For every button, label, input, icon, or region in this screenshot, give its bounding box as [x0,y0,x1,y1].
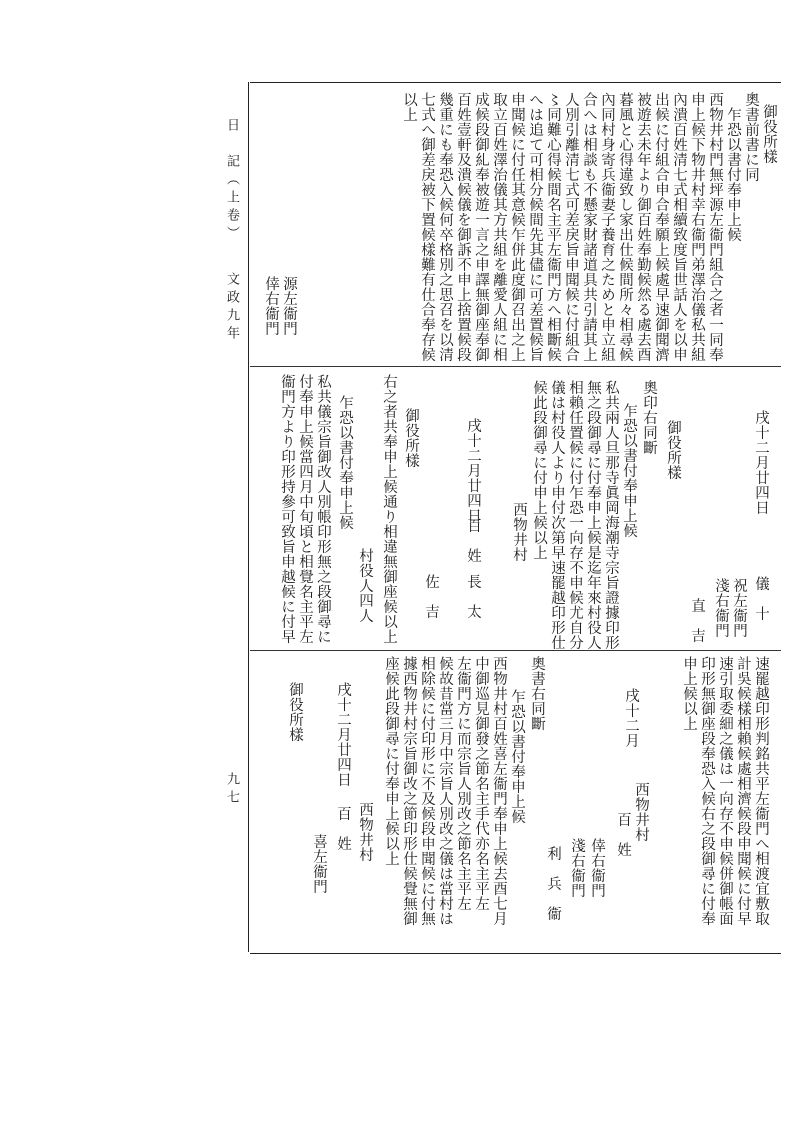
left-rule [248,82,249,952]
text-column: 乍恐以書付奉申上候 [337,380,353,530]
text-column: 奧書前書に同 [743,92,759,182]
signer-name: 淺右衞門 [713,578,729,638]
date-line: 戌十二月 [623,688,639,748]
text-column: 申上候下物井村幸右衞門弟澤治儀私共組 [689,92,705,362]
village-name: 西物井村 [357,802,373,862]
text-column: 乍恐以書付奉申上候 [725,92,741,242]
addressee: 御役所樣 [665,420,681,480]
text-column: 內同村身寄兵衞妻子養育之ためと申立組 [599,92,615,362]
section-divider-1 [250,366,781,367]
signer-name: 倖右衞門 [263,276,279,336]
text-column: 御役所樣 [761,104,777,164]
text-column: 百姓壹軒及潰候儀を御訴不申上捨置候段 [455,92,471,362]
text-column: 被遊去未年より御百姓奉勤候然る處去酉 [635,92,651,362]
running-head-title: 日 記（上卷） [224,118,239,244]
text-column: 相除候に付印形に不及候段申聞候に付無 [419,656,435,926]
signer-name: 祝左衞門 [731,578,747,638]
text-column: 乍恐以書付奉申上候 [621,388,637,538]
text-column: 付奉申上候當四月中旬頃と相覺名主平左 [297,374,313,644]
page-number: 九七 [224,772,239,808]
text-column: 西物井村百姓喜左衞門奉申上候去酉七月 [491,656,507,926]
signer-name: 直 吉 [689,598,705,643]
text-column: 衞門方より印形持參可致旨申越候に付早 [279,374,295,644]
text-column: 取立百姓澤治儀其方共組を離愛人組に相 [491,92,507,362]
signer-name: 倖右衞門 [589,838,605,898]
first-signer: 儀 十 [753,576,769,621]
section-3 [252,652,779,950]
text-column: 申上候以上 [681,656,697,731]
text-column: 私共兩人旦那寺眞岡海潮寺宗旨證據印形 [603,380,619,650]
text-column: 〻同難心得候間名主平左衞門方へ相斷候 [545,92,561,362]
text-column: へは追て可相分候間先其儘に可差置候旨 [527,92,543,362]
signer-name: 佐 吉 [423,574,439,619]
text-column: 速罷越印形判銘共平左衞門へ相渡宜敷取 [753,656,769,926]
text-column: 出候に付組合申合奉願上候處早速御聞濟 [653,92,669,362]
text-column: 成候段御糺奉被遊一言之申譯無御座奉御 [473,92,489,362]
text-column: 內潰百姓清七式相續致度旨世話人を以申 [671,92,687,362]
text-column: 私共儀宗旨御改人別帳印形無之段御尋に [315,374,331,644]
text-column: 候此段御尋に付申上候以上 [531,380,547,560]
date-line: 戌十二月廿四日 [465,418,481,523]
text-column: 儀は村役人より申付次第早速罷越印形仕 [549,380,565,650]
running-head-era: 文政九年 [224,272,239,344]
text-column: 奧書右同斷 [529,656,545,731]
text-column: 幾重にも奉恐入候何卒格別之思召を以清 [437,92,453,362]
status-label: 百 姓 [465,518,481,563]
text-column: 西物井村門無坪源左衞門組合之者一同奉 [707,92,723,362]
signer-name: 利 兵 衞 [545,846,561,921]
village-name: 西物井村 [511,502,527,562]
section-1 [252,86,779,364]
text-column: 右之者共奉申上候通り相違無御座候以上 [381,374,397,644]
text-column: 無之段御尋に付奉申上候是迄年來村役人 [585,380,601,650]
text-column: 左衞門方に而宗旨人別改之節名主平左 [455,656,471,911]
text-column: 印形無御座段奉恐入候右之段御尋に付奉 [699,656,715,926]
text-column: 中御巡見御發之節名主手代亦名主平左 [473,656,489,911]
status-label: 百 姓 [335,806,351,851]
text-column: 申聞候に付任其意候乍併此度御召出之上 [509,92,525,362]
section-2 [252,368,779,648]
signer-name: 源左衞門 [281,276,297,336]
section-divider-2 [250,650,781,651]
village-officials: 村役人四人 [357,548,373,623]
signer-name: 長 太 [465,574,481,619]
signer-name: 淺右衞門 [569,838,585,898]
addressee: 御役所樣 [287,682,303,742]
text-column: 速引取委細之儀は一向存不申候併御帳面 [717,656,733,926]
text-column: 相賴任置候に付乍恐一向存不申候尤自分 [567,380,583,650]
date-line: 戌十二月廿四日 [335,682,351,787]
text-column: 奧印右同斷 [641,380,657,455]
text-column: 合へは相談も不懸家財諸道具共引請其上 [581,92,597,362]
text-column: 據西物井村宗旨御改之節印形仕候覺無御 [401,656,417,926]
date-line: 戌十二月廿四日 [753,410,769,515]
text-column: 人別引離清七式可差戾旨申聞候に付組合 [563,92,579,362]
text-column: 座候此段御尋に付奉申上候以上 [383,656,399,866]
text-column: 以上 [401,92,417,122]
text-column: 計吳候樣相賴候處相濟候段申聞候に付早 [735,656,751,926]
text-column: 候故昔當三月中宗旨人別改之儀は當村は [437,656,453,926]
signer-name: 喜左衞門 [311,834,327,894]
text-column: 御役所樣 [403,408,419,468]
text-column: 暮風と心得違致し家出仕候間所々相尋候 [617,92,633,362]
text-column: 七式へ御差戾被下置候樣難有仕合奉存候 [419,92,435,362]
status-label: 百 姓 [615,812,631,857]
text-column: 乍恐以書付奉申上候 [509,674,525,824]
village-name: 西物井村 [633,782,649,842]
